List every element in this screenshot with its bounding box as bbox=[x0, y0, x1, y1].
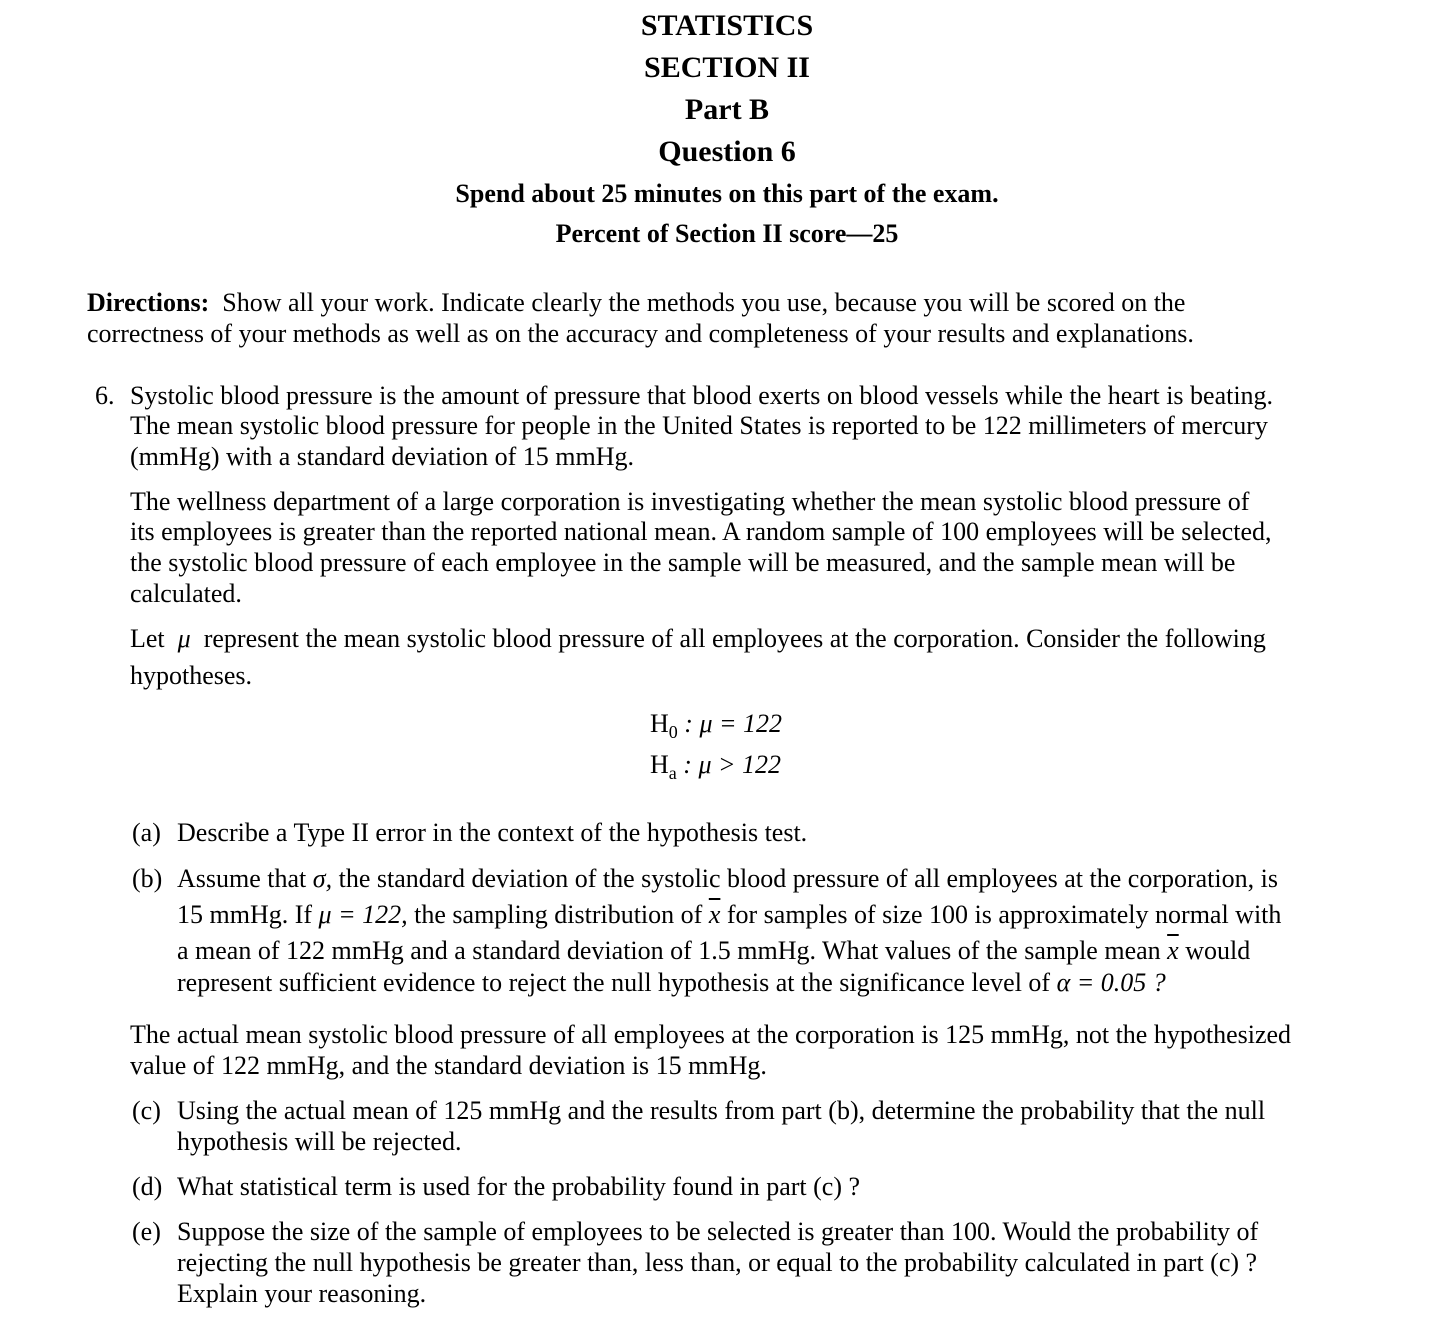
mu-symbol: μ bbox=[177, 624, 191, 653]
h-symbol: H bbox=[650, 709, 669, 738]
let-word: Let bbox=[130, 624, 165, 653]
text: the sampling distribution of bbox=[414, 900, 703, 929]
context-line-4: calculated. bbox=[130, 579, 242, 608]
part-a-text: Describe a Type II error in the context of the hypothesis test. bbox=[177, 818, 808, 847]
score-weight: Percent of Section II score—25 bbox=[555, 219, 899, 248]
section-title: SECTION II bbox=[644, 51, 810, 84]
let-line-1 bbox=[130, 623, 1266, 654]
part-b-line-2 bbox=[177, 899, 1281, 930]
part-b-line-4 bbox=[177, 967, 1166, 998]
intro-line-2: The mean systolic blood pressure for people in the United States is reported to be 122 millimeters of mercury bbox=[130, 411, 1268, 440]
part-title: Part B bbox=[684, 93, 770, 126]
part-d-label: (d) bbox=[132, 1172, 163, 1201]
part-b-line-3 bbox=[177, 935, 1250, 966]
text: a mean of 122 mmHg and a standard deviation of 1.5 mmHg. What values of the sample mean bbox=[177, 936, 1161, 965]
part-e-label: (e) bbox=[132, 1217, 161, 1246]
intro-line-1: Systolic blood pressure is the amount of pressure that blood exerts on blood vessels while the heart is beating. bbox=[130, 381, 1274, 410]
h-subscript: a bbox=[668, 763, 677, 783]
mu-equation: μ = 122, bbox=[318, 900, 408, 929]
null-hypothesis bbox=[650, 708, 782, 748]
let-description: represent the mean systolic blood pressure of all employees at the corporation. Consider the following bbox=[203, 624, 1266, 653]
part-c-line-2: hypothesis will be rejected. bbox=[177, 1127, 462, 1156]
directions-text: Show all your work. Indicate clearly the methods you use, because you will be scored on the bbox=[222, 288, 1186, 317]
actual-line-1: The actual mean systolic blood pressure of all employees at the corporation is 125 mmHg, not the hypothesized bbox=[130, 1020, 1292, 1049]
question-title: Question 6 bbox=[658, 135, 796, 168]
subject-title: STATISTICS bbox=[640, 9, 814, 42]
context-line-1: The wellness department of a large corporation is investigating whether the mean systolic blood pressure of bbox=[130, 487, 1250, 516]
part-e-line-3: Explain your reasoning. bbox=[177, 1279, 427, 1308]
sigma-symbol: σ, bbox=[312, 864, 333, 893]
alternative-hypothesis bbox=[650, 749, 781, 789]
alt-relation: : μ > 122 bbox=[683, 750, 782, 779]
alpha-equation: α = 0.05 ? bbox=[1056, 968, 1166, 997]
intro-line-3: (mmHg) with a standard deviation of 15 mmHg. bbox=[130, 442, 635, 471]
directions-label: Directions: bbox=[87, 288, 210, 317]
part-b-line-1 bbox=[177, 863, 1278, 894]
context-line-2: its employees is greater than the reported national mean. A random sample of 100 employees will be selected, bbox=[130, 517, 1272, 546]
text: 15 mmHg. If bbox=[177, 900, 313, 929]
let-line-2: hypotheses. bbox=[130, 661, 253, 690]
text: represent sufficient evidence to reject the null hypothesis at the significance level of bbox=[177, 968, 1051, 997]
context-line-3: the systolic blood pressure of each employee in the sample will be measured, and the sample mean will be bbox=[130, 548, 1236, 577]
x-bar-symbol: $\overline{x}$ bbox=[1167, 936, 1179, 965]
text: would bbox=[1185, 936, 1251, 965]
part-a-label: (a) bbox=[132, 818, 161, 847]
part-c-line-1: Using the actual mean of 125 mmHg and the results from part (b), determine the probability that the null bbox=[177, 1096, 1266, 1125]
actual-line-2: value of 122 mmHg, and the standard deviation is 15 mmHg. bbox=[130, 1051, 767, 1080]
part-e-line-1: Suppose the size of the sample of employees to be selected is greater than 100. Would the probability of bbox=[177, 1217, 1259, 1246]
null-relation: : μ = 122 bbox=[684, 709, 783, 738]
h-subscript: 0 bbox=[668, 722, 678, 742]
time-instruction: Spend about 25 minutes on this part of the exam. bbox=[455, 179, 999, 208]
text: for samples of size 100 is approximately normal with bbox=[726, 900, 1282, 929]
directions-line-1 bbox=[87, 287, 1185, 318]
text: Assume that bbox=[177, 864, 307, 893]
question-number: 6. bbox=[95, 381, 115, 410]
directions-line-2: correctness of your methods as well as on the accuracy and completeness of your results and explanations. bbox=[87, 319, 1194, 348]
part-d-text: What statistical term is used for the probability found in part (c) ? bbox=[177, 1172, 861, 1201]
h-symbol: H bbox=[650, 750, 669, 779]
part-e-line-2: rejecting the null hypothesis be greater than, less than, or equal to the probability calculated in part (c) ? bbox=[177, 1248, 1258, 1277]
part-b-label: (b) bbox=[132, 864, 163, 893]
part-c-label: (c) bbox=[132, 1096, 161, 1125]
x-bar-symbol: $\overline{x}$ bbox=[708, 900, 721, 929]
text: the standard deviation of the systolic blood pressure of all employees at the corporation, is bbox=[338, 864, 1278, 893]
